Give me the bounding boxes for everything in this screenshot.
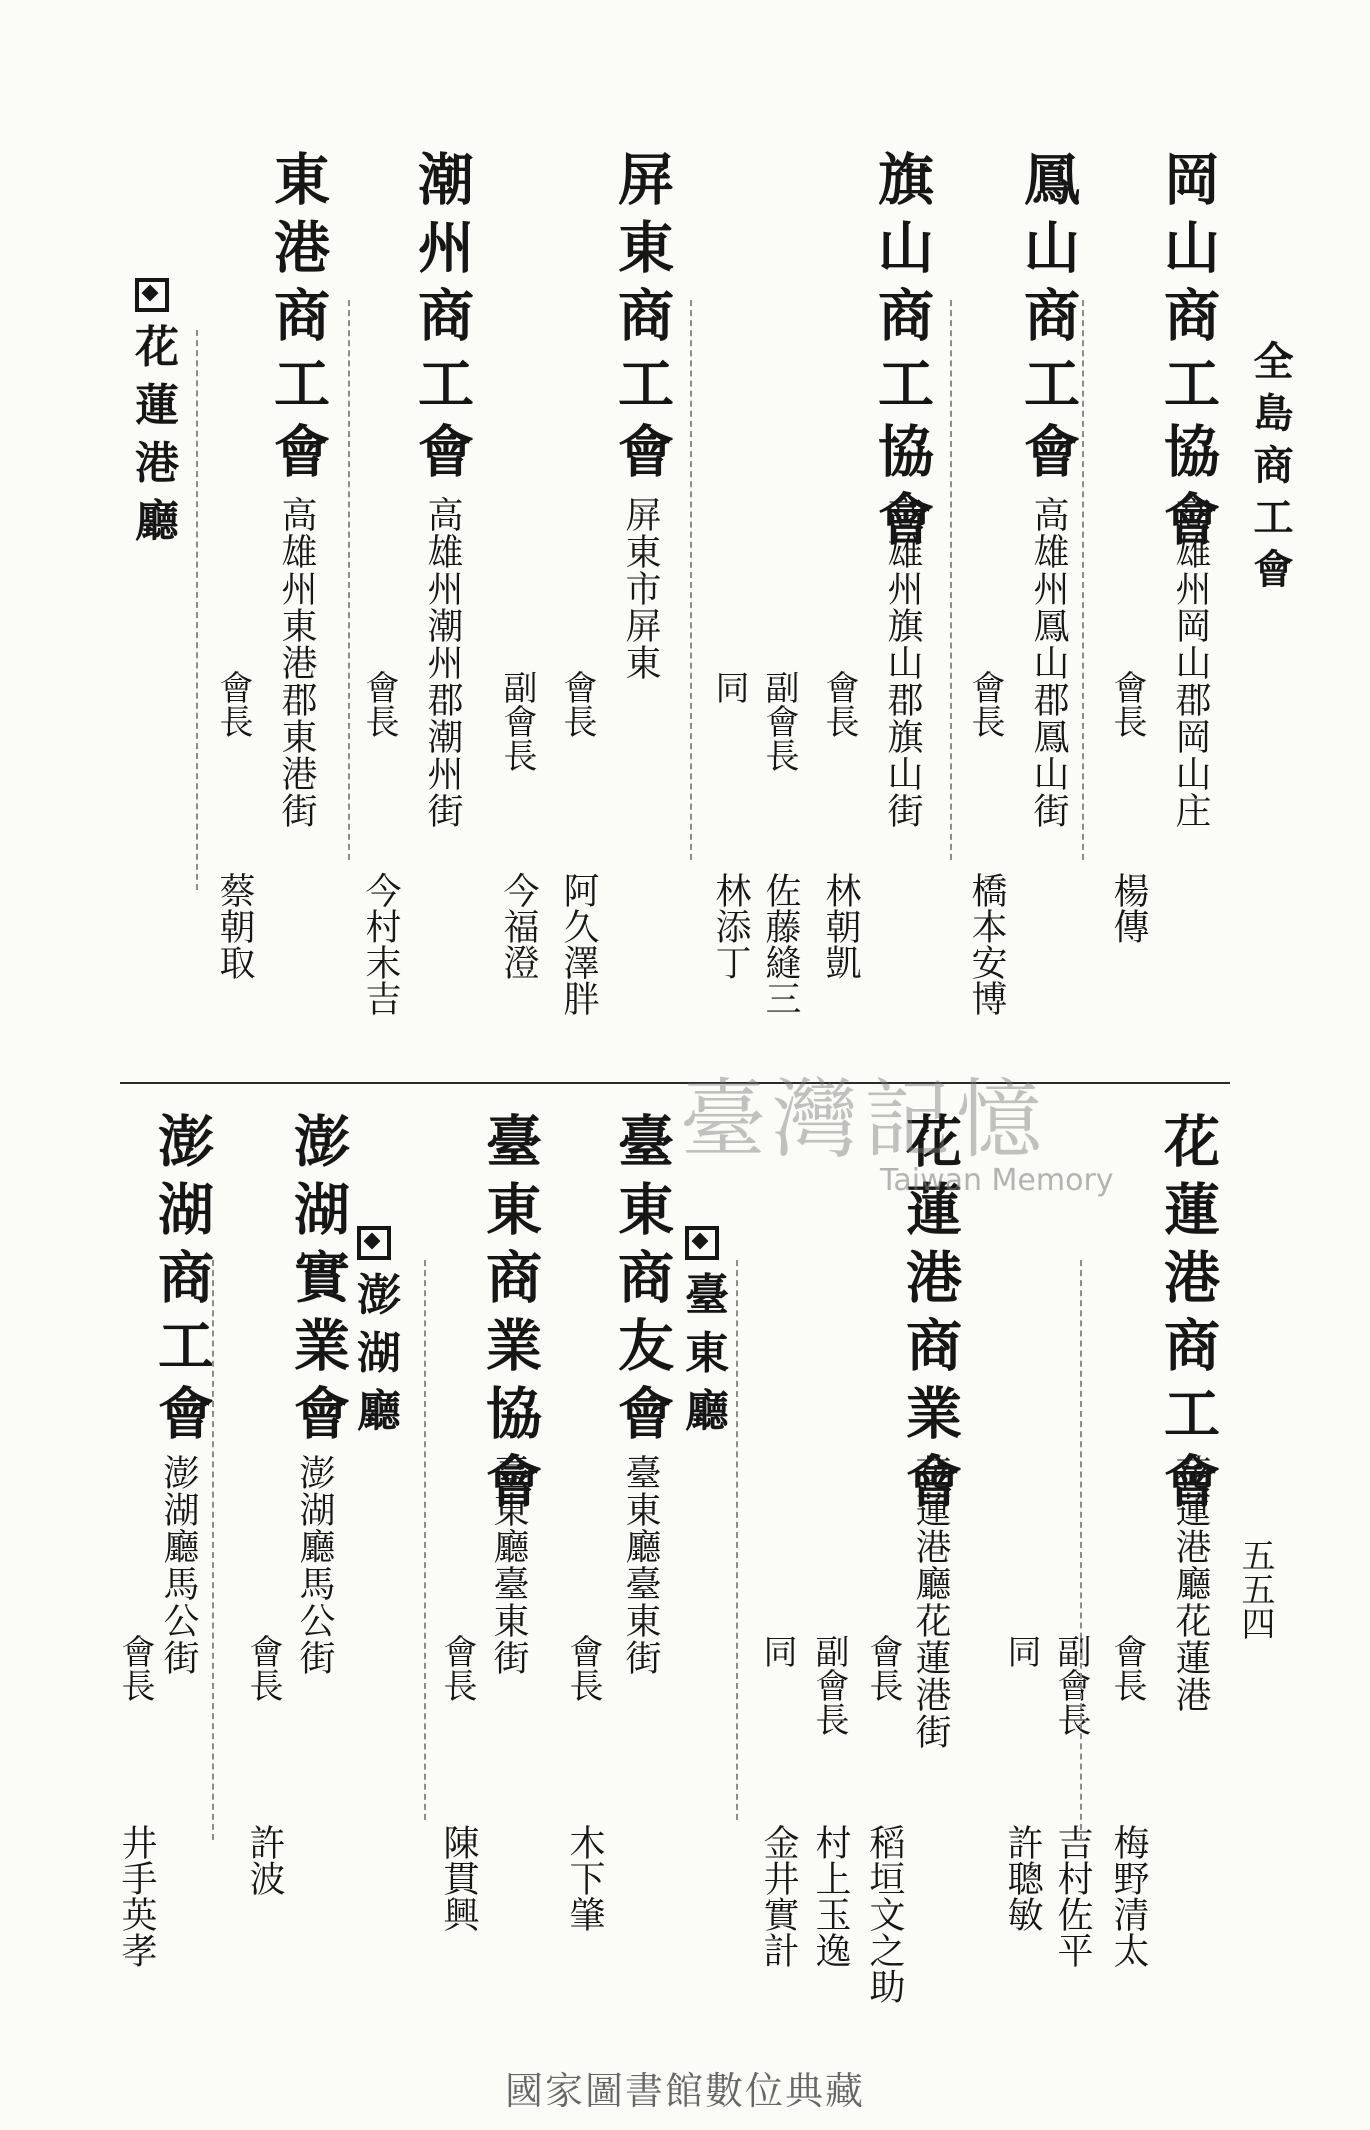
watermark: 臺灣記憶 <box>680 1070 1048 1170</box>
officer-role: 副會長 <box>809 1634 849 1736</box>
officer-name: 陳貫興 <box>438 1824 479 1932</box>
officer-role: 會長 <box>359 670 399 738</box>
org-name: 潮州商工會 <box>409 150 475 490</box>
officer-role: 同 <box>1001 1634 1041 1668</box>
column-separator <box>424 1260 426 1820</box>
officer-role: 會長 <box>863 1634 903 1702</box>
officer-name: 吉村佐平 <box>1052 1824 1093 1968</box>
officer-role: 會長 <box>115 1634 155 1702</box>
column-separator <box>348 300 350 860</box>
watermark-english: Taiwan Memory <box>880 1163 1114 1198</box>
section-header-label: 臺東廳 <box>677 1271 728 1446</box>
officer-role: 會長 <box>243 1634 283 1702</box>
section-header-label: 澎湖廳 <box>349 1271 400 1446</box>
org-address: 高雄州鳳山郡鳳山街 <box>1028 496 1069 829</box>
column-separator <box>196 330 198 890</box>
org-address: 澎湖廳馬公街 <box>158 1454 199 1676</box>
officer-name: 許聰敏 <box>1002 1824 1043 1932</box>
section-header <box>677 1226 728 1446</box>
officer-role: 同 <box>757 1634 797 1668</box>
column-separator <box>1080 1260 1082 1840</box>
diamond-box-icon <box>135 278 169 312</box>
officer-name: 村上玉逸 <box>810 1824 851 1968</box>
org-address: 高雄州東港郡東港街 <box>276 496 317 829</box>
org-name: 屏東商工會 <box>609 150 675 490</box>
org-address: 臺東廳臺東街 <box>620 1454 661 1676</box>
org-address: 花蓮港廳花蓮港街 <box>910 1454 951 1750</box>
footer-credit: 國家圖書館數位典藏 <box>504 2069 865 2113</box>
column-separator <box>950 300 952 860</box>
officer-role: 會長 <box>437 1634 477 1702</box>
officer-name: 許波 <box>244 1824 285 1896</box>
officer-role: 副會長 <box>1051 1634 1091 1736</box>
officer-role: 會長 <box>819 670 859 738</box>
officer-name: 金井實計 <box>758 1824 799 1968</box>
org-address: 澎湖廳馬公街 <box>294 1454 335 1676</box>
section-header <box>127 278 178 556</box>
officer-name: 林添丁 <box>710 872 751 980</box>
org-name: 臺東商業協會 <box>477 1112 543 1520</box>
column-separator <box>736 1260 738 1820</box>
officer-role: 會長 <box>1107 670 1147 738</box>
org-name: 花蓮港商業會 <box>897 1112 963 1520</box>
officer-name: 佐藤縫三 <box>760 872 801 1016</box>
officer-name: 今福澄 <box>498 872 539 980</box>
org-address: 高雄州岡山郡岡山庄 <box>1170 496 1211 829</box>
officer-role: 會長 <box>563 1634 603 1702</box>
officer-role: 會長 <box>965 670 1005 738</box>
column-separator <box>212 1260 214 1840</box>
org-address: 屏東市屏東 <box>620 496 661 681</box>
column-separator <box>1082 300 1084 860</box>
officer-role: 會長 <box>1107 1634 1147 1702</box>
section-header-label: 花蓮港廳 <box>127 323 178 556</box>
officer-name: 橋本安博 <box>966 872 1007 1016</box>
org-name: 鳳山商工會 <box>1015 150 1081 490</box>
org-name: 澎湖實業會 <box>285 1112 351 1452</box>
officer-name: 阿久澤胖 <box>558 872 599 1016</box>
officer-name: 林朝凱 <box>820 872 861 980</box>
org-name: 旗山商工協會 <box>869 150 935 558</box>
officer-name: 井手英孝 <box>116 1824 157 1968</box>
section-header <box>349 1226 400 1446</box>
officer-name: 楊傳 <box>1108 872 1149 944</box>
org-name: 臺東商友會 <box>609 1112 675 1452</box>
org-name: 東港商工會 <box>265 150 331 490</box>
org-name: 花蓮港商工會 <box>1155 1112 1221 1520</box>
officer-name: 木下肇 <box>564 1824 605 1932</box>
diamond-box-icon <box>685 1226 719 1260</box>
org-address: 高雄州旗山郡旗山街 <box>882 496 923 829</box>
officer-name: 稻垣文之助 <box>864 1824 905 2004</box>
page-divider <box>120 1082 1230 1084</box>
org-address: 臺東廳臺東街 <box>488 1454 529 1676</box>
running-header: 全島商工會 <box>1247 340 1294 600</box>
officer-name: 蔡朝取 <box>214 872 255 980</box>
org-name: 澎湖商工會 <box>149 1112 215 1452</box>
officer-name: 梅野清太 <box>1108 1824 1149 1968</box>
officer-role: 副會長 <box>497 670 537 772</box>
officer-role: 會長 <box>557 670 597 738</box>
diamond-box-icon <box>357 1226 391 1260</box>
column-separator <box>690 300 692 860</box>
org-address: 高雄州潮州郡潮州街 <box>422 496 463 829</box>
officer-role: 同 <box>709 670 749 704</box>
officer-role: 會長 <box>213 670 253 738</box>
officer-name: 今村末吉 <box>360 872 401 1016</box>
org-name: 岡山商工協會 <box>1155 150 1221 558</box>
org-address: 花蓮港廳花蓮港 <box>1170 1454 1211 1713</box>
officer-role: 副會長 <box>759 670 799 772</box>
page-number: 五五四 <box>1235 1538 1275 1640</box>
